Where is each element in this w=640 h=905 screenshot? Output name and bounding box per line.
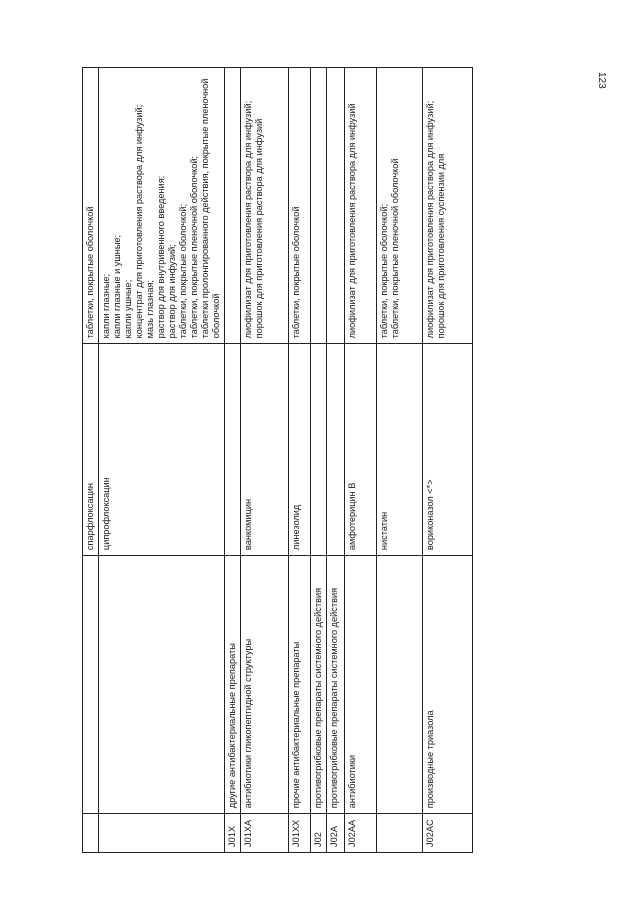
table-row bbox=[225, 68, 241, 853]
drug-table-body bbox=[83, 68, 473, 853]
atc-code-cell: J01X bbox=[225, 814, 241, 853]
drug-name-cell: амфотерицин B bbox=[345, 344, 377, 556]
pharmacological-group-cell bbox=[377, 556, 423, 814]
dosage-forms-cell: таблетки, покрытые оболочкой; таблетки, покрытые пленочной оболочкой bbox=[377, 68, 423, 344]
dosage-forms-cell bbox=[327, 68, 345, 344]
drug-table bbox=[82, 67, 473, 853]
dosage-forms-cell: лиофилизат для приготовления раствора для инфузий; порошок для приготовления раствора для инфузий bbox=[241, 68, 289, 344]
atc-code-cell: J02 bbox=[311, 814, 327, 853]
page-number: 123 bbox=[596, 72, 607, 89]
drug-name-cell bbox=[225, 344, 241, 556]
drug-name-cell: ванкомицин bbox=[241, 344, 289, 556]
atc-code-cell bbox=[83, 814, 99, 853]
dosage-forms-cell: капли глазные; капли глазные и ушные; капли ушные; концентрат для приготовления раствора для инфузий; мазь глазная; раствор для внутривенного введения; раствор для инфузий; таблетки, покрытые оболочкой; таблетки, покрытые пленочной оболочкой; таблетки пролонгированного действия, покрытые пленочной оболочкой bbox=[99, 68, 225, 344]
table-row bbox=[423, 68, 473, 853]
table-row bbox=[311, 68, 327, 853]
dosage-forms-cell: лиофилизат для приготовления раствора для инфузий bbox=[345, 68, 377, 344]
rotated-page-content bbox=[82, 67, 571, 853]
drug-name-cell: линезолид bbox=[289, 344, 311, 556]
drug-name-cell: ципрофлоксацин bbox=[99, 344, 225, 556]
atc-code-cell: J01XX bbox=[289, 814, 311, 853]
atc-code-cell: J02A bbox=[327, 814, 345, 853]
table-row bbox=[345, 68, 377, 853]
dosage-forms-cell bbox=[311, 68, 327, 344]
atc-code-cell: J02AA bbox=[345, 814, 377, 853]
atc-code-cell: J01XA bbox=[241, 814, 289, 853]
table-row bbox=[83, 68, 99, 853]
dosage-forms-cell bbox=[225, 68, 241, 344]
pharmacological-group-cell: противогрибковые препараты системного действия bbox=[327, 556, 345, 814]
dosage-forms-cell: таблетки, покрытые оболочкой bbox=[83, 68, 99, 344]
atc-code-cell: J02AC bbox=[423, 814, 473, 853]
drug-name-cell: вориконазол <*> bbox=[423, 344, 473, 556]
table-row bbox=[327, 68, 345, 853]
pharmacological-group-cell: антибиотики bbox=[345, 556, 377, 814]
dosage-forms-cell: таблетки, покрытые оболочкой bbox=[289, 68, 311, 344]
table-row bbox=[289, 68, 311, 853]
dosage-forms-cell: лиофилизат для приготовления раствора для инфузий; порошок для приготовления суспензии для bbox=[423, 68, 473, 344]
pharmacological-group-cell bbox=[83, 556, 99, 814]
pharmacological-group-cell: другие антибактериальные препараты bbox=[225, 556, 241, 814]
pharmacological-group-cell: производные триазола bbox=[423, 556, 473, 814]
atc-code-cell bbox=[377, 814, 423, 853]
atc-code-cell bbox=[99, 814, 225, 853]
drug-name-cell bbox=[327, 344, 345, 556]
pharmacological-group-cell: противогрибковые препараты системного действия bbox=[311, 556, 327, 814]
table-row bbox=[377, 68, 423, 853]
pharmacological-group-cell: прочие антибактериальные препараты bbox=[289, 556, 311, 814]
pharmacological-group-cell: антибиотики гликопептидной структуры bbox=[241, 556, 289, 814]
table-row bbox=[241, 68, 289, 853]
table-row bbox=[99, 68, 225, 853]
drug-name-cell: нистатин bbox=[377, 344, 423, 556]
drug-name-cell: спарфлоксацин bbox=[83, 344, 99, 556]
pharmacological-group-cell bbox=[99, 556, 225, 814]
drug-name-cell bbox=[311, 344, 327, 556]
